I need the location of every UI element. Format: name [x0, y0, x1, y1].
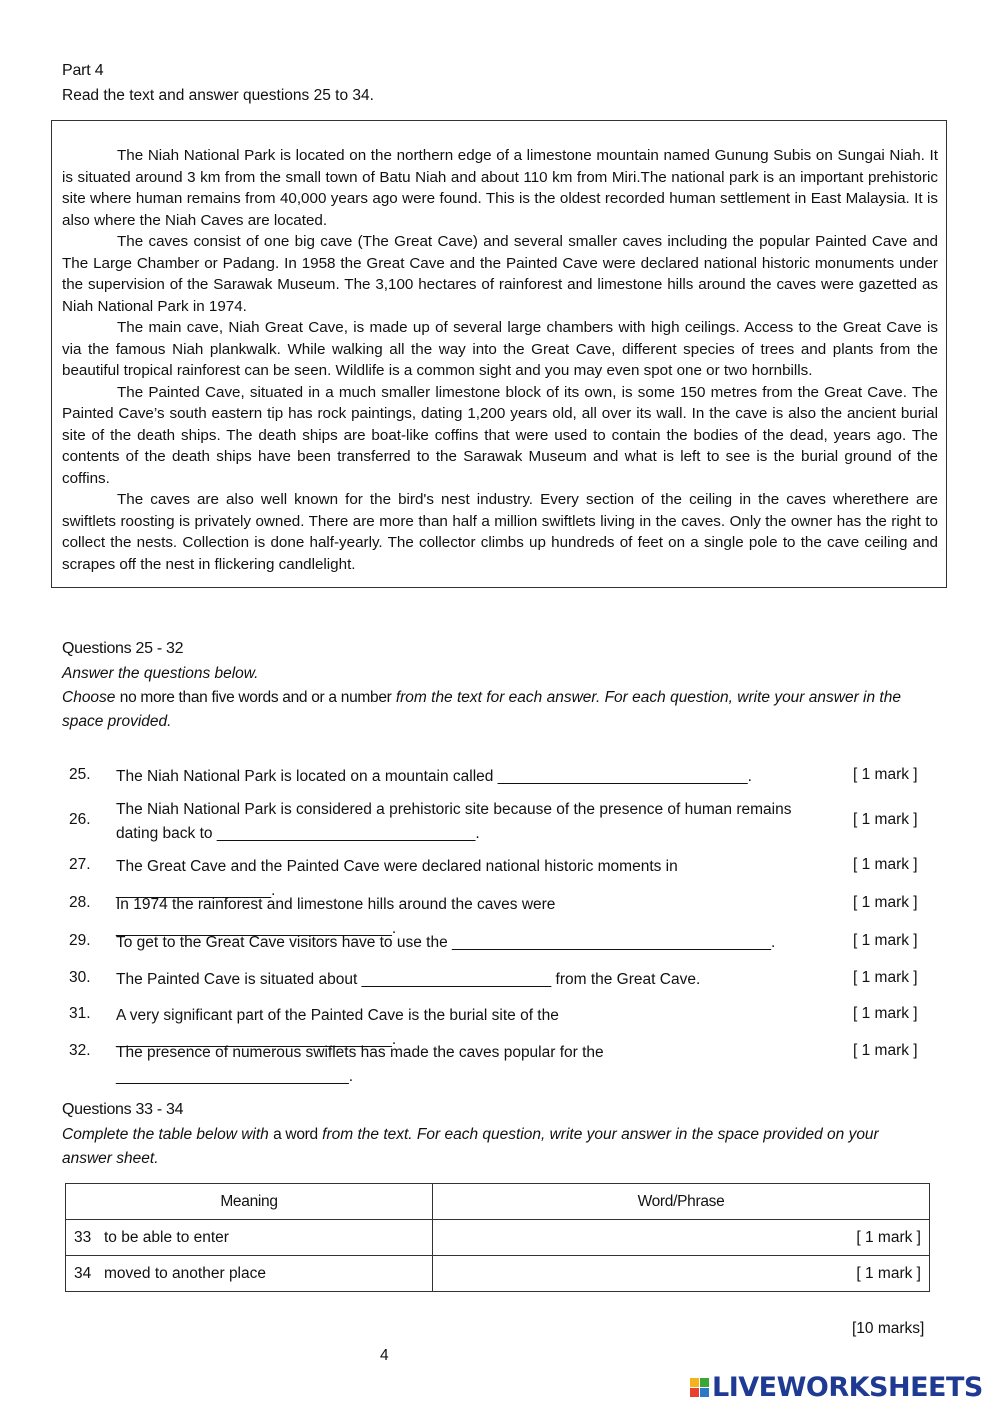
question-number: 29. [69, 932, 91, 949]
instruction-text: from the text. For each question, write your answer in the space provided on your answer sheet. [62, 1126, 879, 1167]
question-mark: [ 1 mark ] [853, 1042, 918, 1059]
meaning-text: moved to another place [104, 1264, 266, 1282]
answer-cell[interactable] [433, 1256, 930, 1292]
liveworksheets-logo[interactable] [690, 1372, 983, 1403]
answer-cell[interactable] [433, 1220, 930, 1256]
question-text: The Painted Cave is situated about ______________________ from the Great Cave. [116, 971, 701, 988]
table-mark: [ 1 mark ] [856, 1264, 921, 1282]
table-mark: [ 1 mark ] [856, 1228, 921, 1246]
question-number: 28. [69, 894, 91, 911]
question-text: To get to the Great Cave visitors have to use the _____________________________________. [116, 934, 776, 951]
passage-paragraph: The Painted Cave, situated in a much smaller limestone block of its own, is some 150 metres from the Great Cave. The Painted Cave’s south eastern tip has rock paintings, dating 1,200 years old, all over its wall. In the cave is also the ancient burial site of the death ships. The death ships are boat-like coffins that were used to contain the bodies of the dead, years ago. The contents of the death ships have been transferred to the Sarawak Museum and what is left to see is the burial ground of the coffins. [62, 383, 938, 487]
instruction-text: Complete the table below with [62, 1126, 269, 1143]
question-number: 25. [69, 766, 91, 783]
instruction-text: Choose [62, 689, 116, 706]
instruction-text: from the text for each answer. For each question, write your answer in the space provided. [62, 689, 901, 730]
part-title: Part 4 [62, 62, 104, 79]
section-instruction-choose [62, 686, 942, 734]
page-number: 4 [380, 1347, 389, 1364]
question-number: 27. [69, 856, 91, 873]
reading-passage-box [51, 120, 947, 588]
question-text: A very significant part of the Painted Cave is the burial site of the ________________________________. [116, 1007, 559, 1048]
logo-grid-icon [690, 1378, 709, 1397]
question-text: The Niah National Park is located on a mountain called _____________________________. [116, 768, 752, 785]
meaning-text: to be able to enter [104, 1228, 229, 1246]
meaning-cell [66, 1220, 433, 1256]
reading-passage [62, 145, 938, 575]
instruction-emphasis: no more than five words and or a number [119, 689, 392, 706]
answer-table [65, 1183, 930, 1292]
table-question-number: 34 [74, 1264, 92, 1282]
passage-paragraph: The Niah National Park is located on the northern edge of a limestone mountain named Gunung Subis on Sungai Niah. It is situated around 3 km from the small town of Batu Niah and about 110 km from Miri.The national park is an important prehistoric site where human remains from 40,000 years ago were found. This is the oldest recorded human settlement in East Malaysia. It is also where the Niah Caves are located. [62, 147, 938, 229]
question-mark: [ 1 mark ] [853, 969, 918, 986]
question-number: 31. [69, 1005, 91, 1022]
question-text: The Great Cave and the Painted Cave were declared national historic moments in __________________. [116, 858, 678, 899]
header-meaning: Meaning [66, 1184, 433, 1220]
question-mark: [ 1 mark ] [853, 932, 918, 949]
question-number: 30. [69, 969, 91, 986]
instruction-emphasis: a word [273, 1126, 318, 1143]
table-row [66, 1256, 930, 1292]
question-number: 26. [69, 811, 91, 828]
question-number: 32. [69, 1042, 91, 1059]
section-instruction-line: Answer the questions below. [62, 665, 259, 682]
section-title-33-34: Questions 33 - 34 [62, 1101, 184, 1118]
meaning-cell [66, 1256, 433, 1292]
passage-paragraph: The caves are also well known for the bird's nest industry. Every section of the ceiling in the caves wherethere are swiftlets roosting is privately owned. There are more than half a million swiftlets living in the caves. Only the owner has the right to collect the nests. Collection is done half-yearly. The collector climbs up hundreds of feet on a single pole to the cave ceiling and scrapes off the nest in flickering candlelight. [62, 491, 938, 573]
question-mark: [ 1 mark ] [853, 856, 918, 873]
logo-text: LIVEWORKSHEETS [712, 1372, 983, 1403]
section-title-25-32: Questions 25 - 32 [62, 640, 184, 657]
passage-paragraph: The caves consist of one big cave (The Great Cave) and several smaller caves including the popular Painted Cave and The Large Chamber or Padang. In 1958 the Great Cave and the Painted Cave were declared national historic monuments under the supervision of the Sarawak Museum. The 3,100 hectares of rainforest and limestone hills around the caves were gazetted as Niah National Park in 1974. [62, 233, 938, 315]
section-instruction-complete [62, 1123, 932, 1171]
question-mark: [ 1 mark ] [853, 894, 918, 911]
total-marks: [10 marks] [852, 1320, 925, 1337]
part-instruction: Read the text and answer questions 25 to 34. [62, 87, 374, 104]
question-text: In 1974 the rainforest and limestone hills around the caves were ________________________________. [116, 896, 556, 937]
table-header-row [66, 1184, 930, 1220]
question-text: The Niah National Park is considered a prehistoric site because of the presence of human remains dating back to ______________________________. [116, 801, 792, 842]
question-mark: [ 1 mark ] [853, 766, 918, 783]
question-text: The presence of numerous swiflets has made the caves popular for the ___________________________. [116, 1044, 604, 1085]
header-word-phrase: Word/Phrase [433, 1184, 930, 1220]
question-mark: [ 1 mark ] [853, 811, 918, 828]
question-mark: [ 1 mark ] [853, 1005, 918, 1022]
passage-paragraph: The main cave, Niah Great Cave, is made up of several large chambers with high ceilings. Access to the Great Cave is via the famous Niah plankwalk. While walking all the way into the Great Cave, different species of trees and plants from the beautiful tropical rainforest can be seen. Wildlife is a common sight and you may even spot one or two hornbills. [62, 319, 938, 379]
table-question-number: 33 [74, 1228, 92, 1246]
table-row [66, 1220, 930, 1256]
